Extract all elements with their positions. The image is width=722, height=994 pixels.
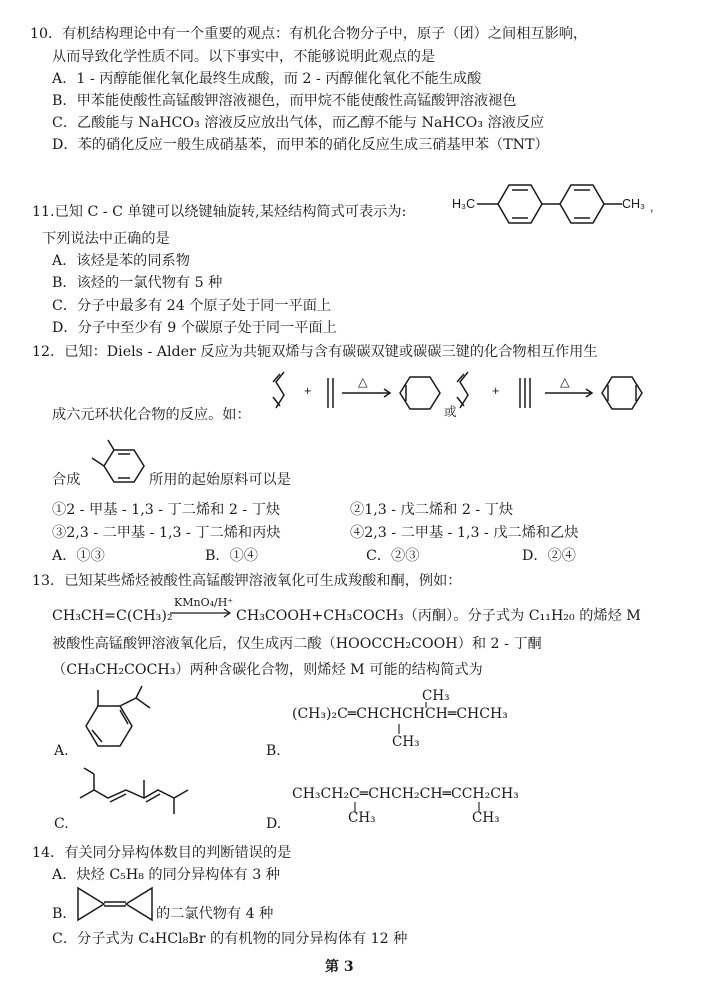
q12-answer-a: A．①③ bbox=[52, 548, 105, 564]
q11-struct-left-label: H₃C bbox=[452, 197, 476, 211]
q12-synth-prefix: 合成 bbox=[52, 472, 81, 488]
q14-option-a: A．炔烃 C₅H₈ 的同分异构体有 3 种 bbox=[52, 867, 280, 883]
q11-stem-line1: 11.已知 C - C 单键可以绕键轴旋转,某烃结构简式可表示为: bbox=[32, 204, 407, 220]
q13-b-bottom-methyl: CH₃ bbox=[392, 734, 420, 750]
q10-option-c: C．乙酸能与 NaHCO₃ 溶液反应放出气体，而乙醇不能与 NaHCO₃ 溶液反应 bbox=[52, 115, 545, 131]
q13-label-b: B. bbox=[266, 743, 281, 759]
q10-option-b: B．甲苯能使酸性高锰酸钾溶液褪色，而甲烷不能使酸性高锰酸钾溶液褪色 bbox=[52, 93, 517, 109]
q12-plus-2: + bbox=[492, 384, 500, 398]
q14-option-b-label: B． bbox=[52, 906, 77, 922]
q14-option-b-text: 的二氯代物有 4 种 bbox=[156, 906, 274, 922]
q12-choice-1: ①2 - 甲基 - 1,3 - 丁二烯和 2 - 丁炔 bbox=[52, 502, 281, 518]
q13-reagent: KMnO₄/H⁺ bbox=[174, 596, 234, 609]
q12-synth-suffix: 所用的起始原料可以是 bbox=[149, 472, 291, 488]
q12-choice-3: ③2,3 - 二甲基 - 1,3 - 丁二烯和丙炔 bbox=[52, 525, 281, 541]
q13-stem-line3: 被酸性高锰酸钾溶液氧化后，仅生成丙二酸（HOOCCH₂COOH）和 2 - 丁酮 bbox=[52, 636, 542, 652]
q10-stem-line1: 10．有机结构理论中有一个重要的观点：有机化合物分子中，原子（团）之间相互影响， bbox=[30, 26, 588, 42]
q12-diels-alder-scheme bbox=[270, 368, 670, 428]
q10-option-a: A．1 - 丙醇能催化氧化最终生成酸，而 2 - 丙醇催化氧化不能生成酸 bbox=[52, 71, 482, 87]
q13-equation-right: CH₃COOH+CH₃COCH₃（丙酮）。分子式为 C₁₁H₂₀ 的烯烃 M bbox=[236, 608, 641, 624]
q11-struct-right-label: CH₃ bbox=[622, 197, 646, 211]
q12-heat-1: △ bbox=[358, 375, 368, 389]
q13-equation-left: CH₃CH=C(CH₃)₂ bbox=[52, 608, 173, 624]
q12-plus-1: + bbox=[304, 384, 312, 398]
q13-d-main-chain: CH₃CH₂C═CHCH₂CH═CCH₂CH₃ bbox=[292, 786, 519, 802]
q13-reaction-arrow bbox=[170, 608, 234, 618]
q12-heat-2: △ bbox=[560, 375, 570, 389]
q13-b-main-chain: (CH₃)₂C═CHCHCHCH═CHCH₃ bbox=[292, 706, 508, 722]
q13-d-bonds bbox=[348, 800, 488, 816]
q12-choice-4: ④2,3 - 二甲基 - 1,3 - 戊二烯和乙炔 bbox=[350, 525, 579, 541]
q11-option-c: C．分子中最多有 24 个原子处于同一平面上 bbox=[52, 298, 332, 314]
q13-d-methyl-2: CH₃ bbox=[472, 810, 500, 826]
q10-option-d: D．苯的硝化反应一般生成硝基苯，而甲苯的硝化反应生成三硝基甲苯（TNT） bbox=[52, 137, 549, 153]
q13-stem-line1: 13．已知某些烯烃被酸性高锰酸钾溶液氧化可生成羧酸和酮，例如： bbox=[32, 573, 462, 589]
q11-option-d: D．分子中至少有 9 个碳原子处于同一平面上 bbox=[52, 320, 337, 336]
q11-struct-comma: , bbox=[650, 200, 654, 214]
q11-stem-line2: 下列说法中正确的是 bbox=[42, 231, 170, 247]
q14-bicyclopropylidene-structure bbox=[76, 884, 156, 924]
q11-biphenyl-structure bbox=[452, 160, 662, 235]
q13-b-top-methyl: CH₃ bbox=[422, 688, 450, 704]
q12-answer-c: C．②③ bbox=[366, 548, 420, 564]
q10-stem-line2: 从而导致化学性质不同。以下事实中，不能够说明此观点的是 bbox=[52, 49, 436, 65]
q13-d-methyl-1: CH₃ bbox=[348, 810, 376, 826]
q12-answer-b: B．①④ bbox=[205, 548, 258, 564]
q13-stem-line4: （CH₃CH₂COCH₃）两种含碳化合物，则烯烃 M 可能的结构简式为 bbox=[52, 662, 483, 678]
q12-stem-line2: 成六元环状化合物的反应。如： bbox=[52, 407, 251, 423]
q12-choice-2: ②1,3 - 戊二烯和 2 - 丁炔 bbox=[350, 502, 514, 518]
q13-b-bonds bbox=[392, 700, 432, 740]
q11-option-b: B．该烃的一氯代物有 5 种 bbox=[52, 275, 223, 291]
q13-label-d: D. bbox=[266, 816, 282, 832]
q12-target-molecule bbox=[86, 436, 156, 496]
q13-option-a-structure bbox=[76, 684, 176, 754]
q12-or: 或 bbox=[444, 405, 457, 419]
q13-label-c: C. bbox=[54, 816, 69, 832]
q14-stem: 14．有关同分异构体数目的判断错误的是 bbox=[32, 845, 292, 861]
q11-option-a: A．该烃是苯的同系物 bbox=[52, 253, 190, 269]
q12-stem-line1: 12．已知：Diels - Alder 反应为共轭双烯与含有碳碳双键或碳碳三键的化合物相互作用生 bbox=[32, 344, 598, 360]
q14-option-c: C．分子式为 C₄HCl₈Br 的有机物的同分异构体有 12 种 bbox=[52, 931, 408, 947]
q12-answer-d: D．②④ bbox=[522, 548, 576, 564]
page-number: 第 3 bbox=[325, 959, 354, 975]
q13-label-a: A. bbox=[54, 743, 69, 759]
q13-option-c-structure bbox=[78, 768, 198, 818]
